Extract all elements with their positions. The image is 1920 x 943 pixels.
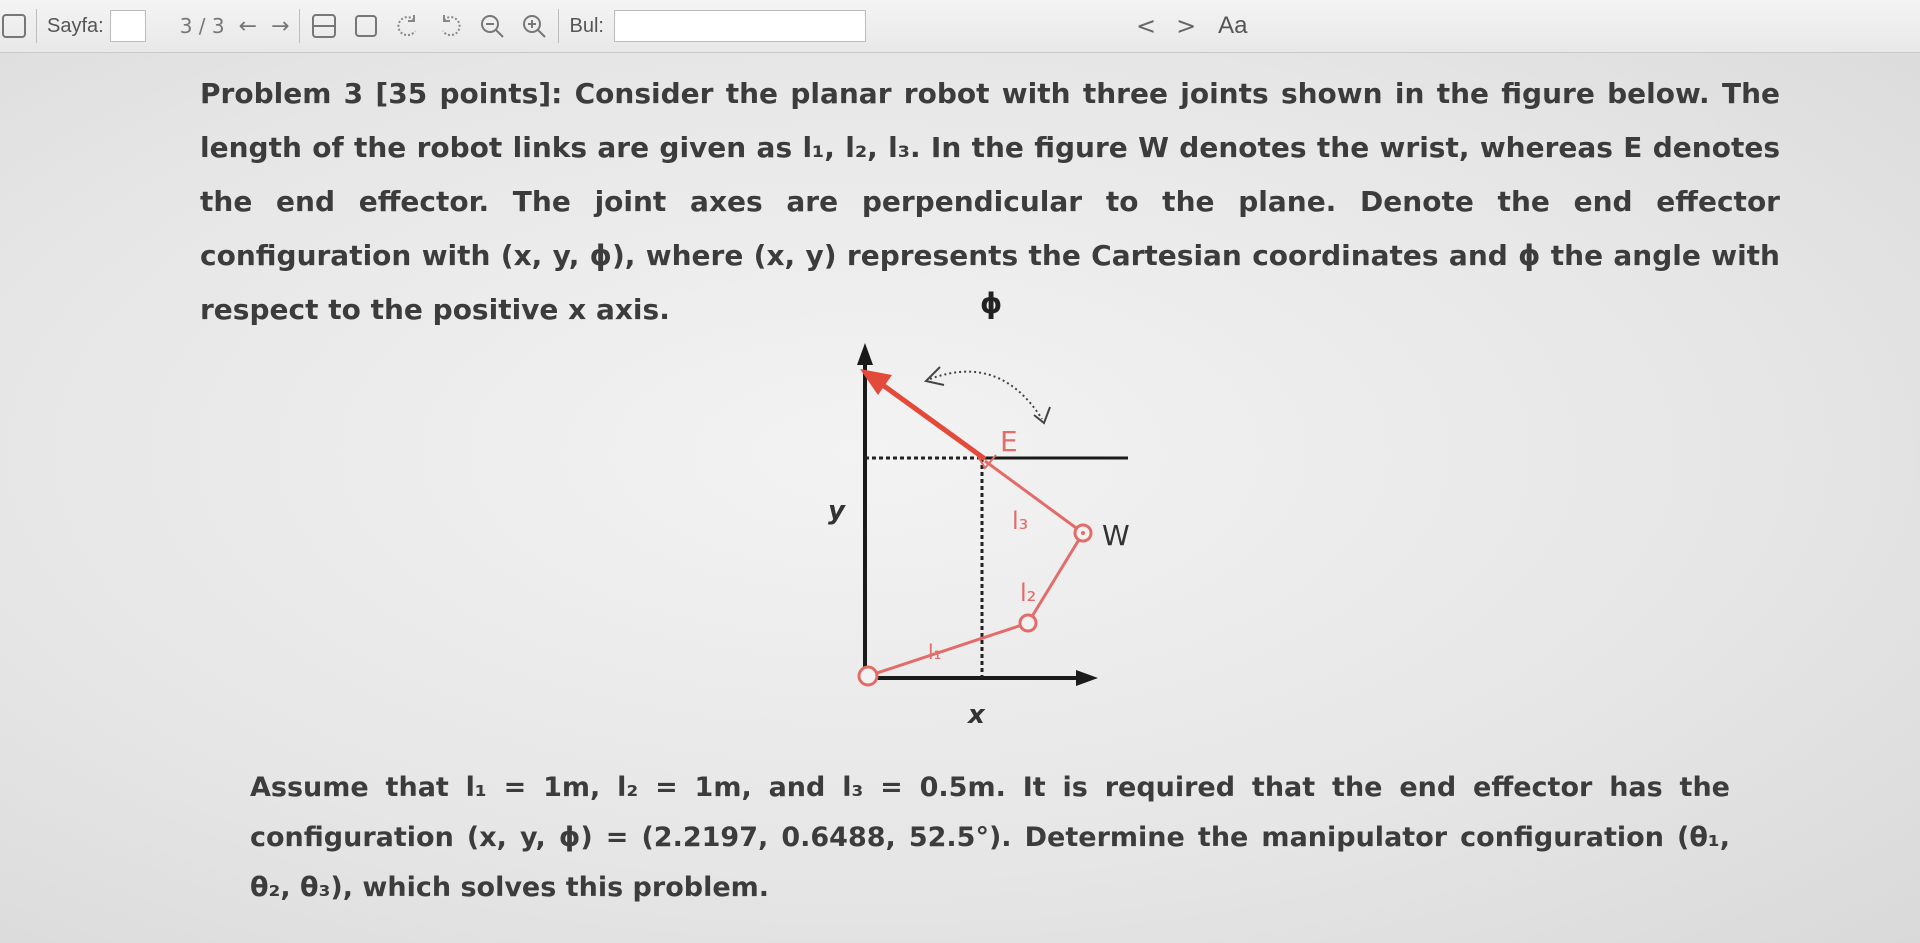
wrist-label: W: [1102, 519, 1130, 552]
phi-angle-arc: [930, 372, 1042, 419]
phi-arc-arrowhead-right: [1034, 407, 1050, 423]
end-effector-label: E: [1000, 425, 1018, 458]
link-2-label: l₂: [1020, 579, 1037, 607]
find-input[interactable]: [614, 10, 866, 42]
rotate-left-icon[interactable]: [394, 12, 422, 40]
joint-1-base: [859, 667, 877, 685]
x-axis-label: x: [968, 700, 985, 730]
end-effector-direction: [880, 383, 985, 459]
match-case-button[interactable]: Aa: [1218, 12, 1248, 39]
link-3-label: l₃: [1012, 507, 1029, 535]
zoom-in-icon[interactable]: [520, 12, 548, 40]
y-axis-label: y: [828, 496, 845, 526]
sidebar-icon[interactable]: [2, 14, 26, 38]
toolbar-divider: [558, 9, 559, 43]
find-label: Bul:: [569, 14, 604, 37]
toolbar-divider: [299, 9, 300, 43]
forward-arrow-icon[interactable]: →: [271, 13, 290, 39]
x-axis-arrowhead: [1076, 670, 1098, 686]
link-1-label: l₁: [928, 640, 942, 664]
phi-label: ϕ: [980, 287, 1003, 320]
page-number-input[interactable]: [110, 10, 146, 42]
link-2: [1028, 533, 1083, 623]
page-outline-icon[interactable]: [352, 12, 380, 40]
back-arrow-icon[interactable]: ←: [238, 13, 258, 39]
link-3: [985, 461, 1083, 533]
pdf-toolbar: [0, 0, 1920, 53]
zoom-out-icon[interactable]: [478, 12, 506, 40]
y-axis-arrowhead: [857, 343, 873, 365]
page-indicator: 3 / 3: [179, 14, 225, 38]
page-label: Sayfa:: [47, 14, 104, 37]
rotate-right-icon[interactable]: [436, 12, 464, 40]
find-next-button[interactable]: >: [1176, 12, 1197, 40]
joint-2: [1020, 615, 1036, 631]
single-page-icon[interactable]: [310, 12, 338, 40]
toolbar-divider: [36, 9, 37, 43]
problem-statement: Problem 3 [35 points]: Consider the planar robot with three joints shown in the figure below. The length of the robot links are given as l₁, l₂, l₃. In the figure W denotes the wrist, whereas E denotes the end effector. The joint axes are perpendicular to the plane. Denote the end effector configuration with (x, y, ϕ), where (x, y) represents the Cartesian coordinates and ϕ the angle with respect to the positive x axis.: [200, 77, 1780, 326]
link-1: [868, 623, 1028, 676]
assumption-statement: Assume that l₁ = 1m, l₂ = 1m, and l₃ = 0.5m. It is required that the end effector has the configuration (x, y, ϕ) = (2.2197, 0.6488, 52.5°). Determine the manipulator configuration (θ₁, θ₂, θ₃), which solves this problem.: [250, 772, 1730, 903]
document-page: [0, 53, 1920, 943]
find-previous-button[interactable]: <: [1135, 12, 1157, 40]
wrist-joint-center: [1081, 531, 1085, 535]
robot-figure: [780, 283, 1140, 730]
